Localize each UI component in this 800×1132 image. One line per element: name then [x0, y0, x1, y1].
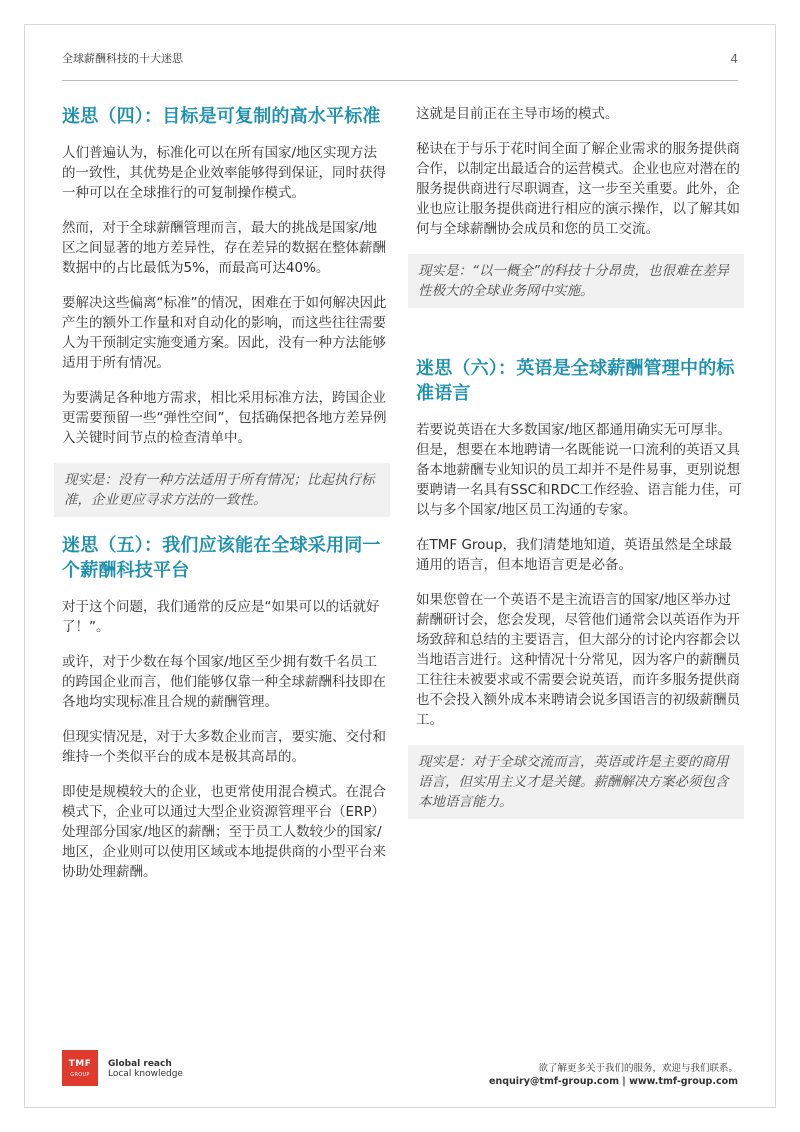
tagline-line-2: Local knowledge	[108, 1069, 183, 1079]
page-number: 4	[730, 52, 738, 66]
logo-subtext: GROUP	[70, 1072, 90, 1078]
contact-invitation: 欲了解更多关于我们的服务，欢迎与我们联系。	[538, 1063, 738, 1074]
document-title: 全球薪酬科技的十大迷思	[62, 52, 183, 65]
myth5-paragraph-2: 或许，对于少数在每个国家/地区至少拥有数千名员工的跨国企业而言，他们能够仅靠一种全球薪酬科技即在各地均实现标准且合规的薪酬管理。	[62, 654, 386, 710]
tagline-line-1: Global reach	[108, 1059, 172, 1069]
myth5-reality-callout: 现实是：“以一概全”的科技十分昂贵，也很难在差异性极大的全球业务网中实施。	[408, 254, 744, 308]
brand-tagline	[108, 1059, 183, 1079]
myth6-reality-callout: 现实是：对于全球交流而言，英语或许是主要的商用语言，但实用主义才是关键。薪酬解决方案必须包含本地语言能力。	[408, 745, 744, 819]
page-header	[62, 50, 738, 74]
tmf-logo	[62, 1050, 98, 1086]
header-divider	[62, 80, 738, 81]
myth6-paragraph-1: 若要说英语在大多数国家/地区都通用确实无可厚非。但是，想要在本地聘请一名既能说一口流利的英语又具备本地薪酬专业知识的员工却并不是件易事，更别说想要聘请一名具有SSC和RDC工作经验、语言能力佳，可以与多个国家/地区员工沟通的专家。	[416, 422, 742, 518]
contact-info	[489, 1062, 738, 1088]
myth6-paragraph-2: 在TMF Group，我们清楚地知道，英语虽然是全球最通用的语言，但本地语言更是必备。	[416, 537, 733, 573]
myth5-heading: 迷思（五）：我们应该能在全球采用同一个薪酬科技平台	[62, 535, 381, 581]
myth4-paragraph-2: 然而，对于全球薪酬管理而言，最大的挑战是国家/地区之间显著的地方差异性，存在差异的数据在整体薪酬数据中的占比最低为5%，而最高可达40%。	[62, 220, 386, 276]
myth5-paragraph-1: 对于这个问题，我们通常的反应是“如果可以的话就好了！”。	[62, 599, 380, 635]
myth5-continued-paragraph-2: 秘诀在于与乐于花时间全面了解企业需求的服务提供商合作，以制定出最适合的运营模式。企业也应对潜在的服务提供商进行尽职调查，这一步至关重要。此外，企业也应让服务提供商进行相应的演示操作，以了解其如何与全球薪酬协会成员和您的员工交流。	[416, 141, 740, 237]
myth4-paragraph-1: 人们普遍认为，标准化可以在所有国家/地区实现方法的一致性，其优势是企业效率能够得到保证，同时获得一种可以在全球推行的可复制操作模式。	[62, 145, 386, 201]
myth4-heading: 迷思（四）：目标是可复制的高水平标准	[62, 106, 381, 127]
left-column	[62, 104, 390, 897]
myth4-paragraph-3: 要解决这些偏离“标准”的情况，困难在于如何解决因此产生的额外工作量和对自动化的影响，而这些往往需要人为干预制定实施变通方案。因此，没有一种方法能够适用于所有情况。	[62, 295, 387, 371]
myth6-heading: 迷思（六）：英语是全球薪酬管理中的标准语言	[416, 358, 735, 404]
page-footer	[62, 1050, 738, 1086]
myth6-paragraph-3: 如果您曾在一个英语不是主流语言的国家/地区举办过薪酬研讨会，您会发现，尽管他们通常会以英语作为开场致辞和总结的主要语言，但大部分的讨论内容都会以当地语言进行。这种情况十分常见，因为客户的薪酬员工往往未被要求或不需要会说英语，而许多服务提供商也不会投入额外成本来聘请会说多国语言的初级薪酬员工。	[416, 592, 740, 728]
myth5-paragraph-3: 但现实情况是，对于大多数企业而言，要实施、交付和维持一个类似平台的成本是极其高昂的。	[62, 729, 386, 765]
myth4-reality-callout: 现实是：没有一种方法适用于所有情况；比起执行标准，企业更应寻求方法的一致性。	[54, 463, 390, 517]
contact-links[interactable]: enquiry@tmf-group.com | www.tmf-group.com	[489, 1076, 738, 1087]
myth5-continued-paragraph-1: 这就是目前正在主导市场的模式。	[416, 106, 619, 122]
myth5-paragraph-4: 即使是规模较大的企业，也更常使用混合模式。在混合模式下，企业可以通过大型企业资源管理平台（ERP）处理部分国家/地区的薪酬；至于员工人数较少的国家/地区，企业则可以使用区域或本地提供商的小型平台来协助处理薪酬。	[62, 784, 386, 880]
right-column	[416, 104, 744, 834]
logo-text: TMF	[68, 1059, 92, 1069]
myth4-paragraph-4: 为要满足各种地方需求，相比采用标准方法，跨国企业更需要预留一些“弹性空间”，包括确保把各地方差异例入关键时间节点的检查清单中。	[62, 390, 387, 446]
